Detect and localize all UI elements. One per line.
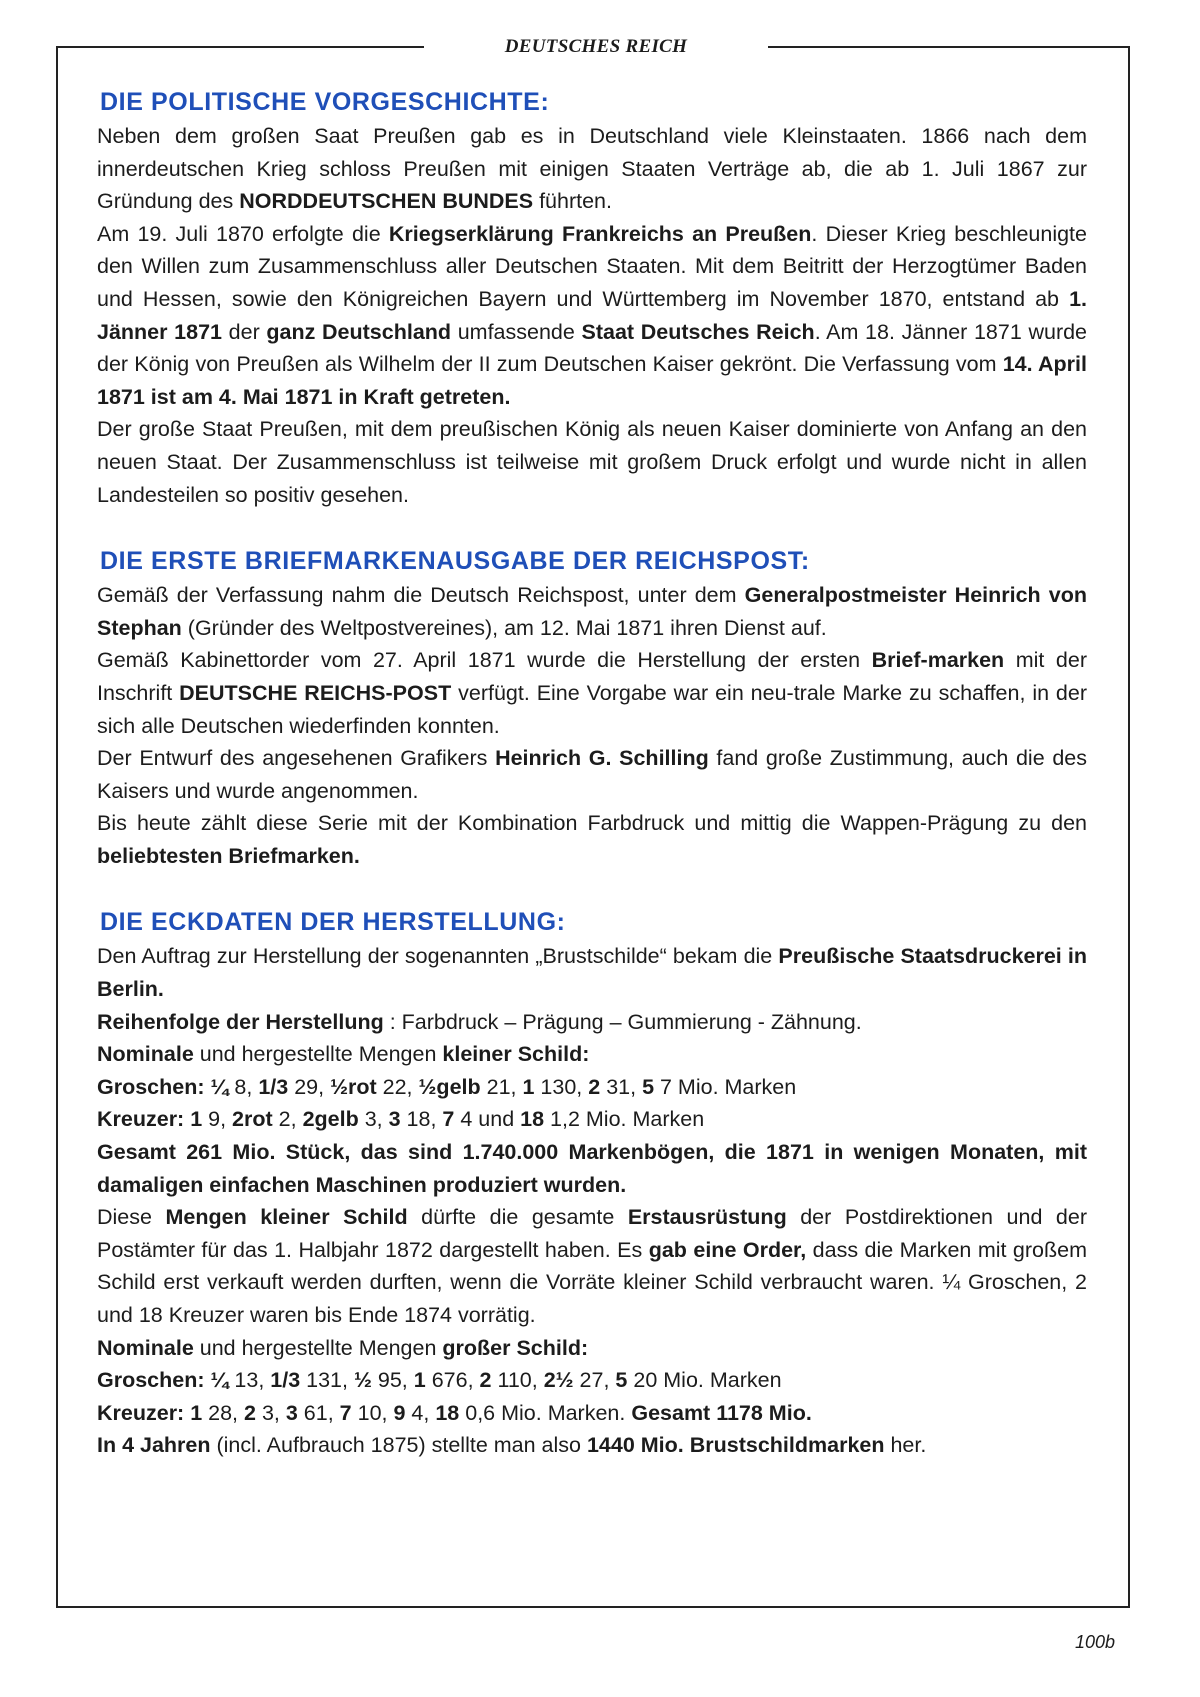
bold-text-run: 14. April 1871 ist am 4. Mai 1871 in Kraft getreten. bbox=[97, 352, 1087, 409]
page-number: 100b bbox=[1074, 1632, 1115, 1652]
text-run: Neben dem großen Saat Preußen gab es in Deutschland viele Kleinstaaten. 1866 nach dem innerdeutschen Krieg schloss Preußen mit einigen Staaten Verträge ab, die ab 1. Juli 1867 zur Gründung des bbox=[97, 124, 1087, 214]
section-heading: DIE ERSTE BRIEFMARKENAUSGABE DER REICHSPOST: bbox=[100, 547, 810, 576]
text-run: . Am 18. Jänner 1871 wurde der König von Preußen als Wilhelm der II zum Deutschen Kaiser gekrönt. Die Verfassung vom bbox=[97, 319, 1088, 377]
bold-text-run: Kreuzer: 1 bbox=[97, 1400, 203, 1425]
text-run: mit der Inschrift bbox=[97, 648, 1087, 705]
bold-text-run: Kriegserklärung Frankreichs an Preußen bbox=[388, 221, 812, 246]
text-run: 31, bbox=[600, 1074, 643, 1099]
text-run: 131, bbox=[300, 1368, 354, 1393]
text-run: 8, bbox=[228, 1074, 259, 1099]
text-run: 676, bbox=[425, 1368, 480, 1393]
text-run: dass die Marken mit großem Schild erst verkauft werden durften, wenn die Vorräte kleiner Schild verbraucht waren. ¼ Groschen, 2 und 18 Kreuzer waren bis Ende 1874 vorrätig. bbox=[97, 1237, 1088, 1327]
section-heading: DIE ECKDATEN DER HERSTELLUNG: bbox=[100, 908, 566, 937]
paragraph bbox=[97, 218, 1087, 414]
text-run: 3, bbox=[358, 1107, 389, 1132]
bold-text-run: 2rot bbox=[232, 1107, 273, 1132]
text-run: 27, bbox=[573, 1368, 616, 1393]
text-run: : Farbdruck – Prägung – Gummierung - Zähnung. bbox=[383, 1009, 862, 1034]
paragraph bbox=[97, 1332, 1087, 1365]
bold-text-run: ganz Deutschland bbox=[266, 319, 452, 344]
text-run: und hergestellte Mengen bbox=[193, 1335, 443, 1360]
bold-text-run: ½ bbox=[353, 1368, 372, 1393]
text-run: 21, bbox=[480, 1074, 523, 1099]
section-production-data bbox=[97, 906, 1087, 1462]
bold-text-run: 1 bbox=[522, 1074, 535, 1099]
text-run: 61, bbox=[297, 1400, 340, 1425]
paragraph bbox=[97, 940, 1087, 1005]
section-heading: DIE POLITISCHE VORGESCHICHTE: bbox=[100, 88, 550, 116]
text-run: 28, bbox=[202, 1400, 244, 1425]
text-run: 29, bbox=[288, 1074, 331, 1099]
paragraph bbox=[97, 1397, 1087, 1430]
text-run: 22, bbox=[376, 1074, 419, 1099]
bold-text-run: 2½ bbox=[543, 1368, 574, 1393]
text-run: 3, bbox=[255, 1400, 286, 1425]
paragraph bbox=[97, 1103, 1087, 1136]
paragraph bbox=[97, 1038, 1087, 1071]
bold-text-run: NORDDEUTSCHEN BUNDES bbox=[239, 189, 534, 214]
text-run: Gemäß der Verfassung nahm die Deutsch Reichspost, unter dem bbox=[97, 583, 745, 608]
bold-text-run: DEUTSCHE REICHS-POST bbox=[179, 680, 452, 705]
bold-text-run: kleiner Schild: bbox=[442, 1042, 590, 1067]
text-run: 4 und bbox=[454, 1107, 521, 1132]
paragraph bbox=[97, 579, 1087, 644]
bold-text-run: In 4 Jahren bbox=[97, 1433, 211, 1458]
page-header-title: DEUTSCHES REICH bbox=[504, 36, 688, 57]
text-run: 20 Mio. Marken bbox=[627, 1368, 782, 1393]
bold-text-run: Kreuzer: 1 bbox=[97, 1107, 203, 1132]
paragraph bbox=[97, 1201, 1087, 1331]
text-run: Diese bbox=[97, 1205, 166, 1230]
bold-text-run: 3 bbox=[388, 1107, 401, 1132]
bold-text-run: Nominale bbox=[97, 1335, 194, 1360]
text-run: (Gründer des Weltpostvereines), am 12. Mai 1871 ihren Dienst auf. bbox=[181, 615, 827, 640]
text-run: 130, bbox=[534, 1074, 589, 1099]
text-run: Am 19. Juli 1870 erfolgte die bbox=[97, 221, 389, 246]
bold-text-run: großer Schild: bbox=[442, 1335, 589, 1360]
paragraph bbox=[97, 1136, 1087, 1201]
text-run: fand große Zustimmung, auch die des Kaisers und wurde angenommen. bbox=[97, 746, 1087, 803]
text-run: 0,6 Mio. Marken. bbox=[459, 1400, 632, 1425]
paragraph bbox=[97, 807, 1087, 872]
bold-text-run: Erstausrüstung bbox=[627, 1205, 787, 1230]
document-body bbox=[97, 86, 1087, 1496]
text-run: 7 Mio. Marken bbox=[654, 1074, 797, 1099]
bold-text-run: Mengen kleiner Schild bbox=[165, 1205, 408, 1230]
bold-text-run: 7 bbox=[339, 1400, 352, 1425]
text-run: führten. bbox=[533, 189, 612, 214]
bold-text-run: 3 bbox=[285, 1400, 298, 1425]
text-run: Bis heute zählt diese Serie mit der Kombination Farbdruck und mittig die Wappen-Prägung zu den bbox=[97, 811, 1087, 836]
paragraph bbox=[97, 1429, 1087, 1462]
bold-text-run: 9 bbox=[393, 1400, 406, 1425]
bold-text-run: Groschen: ¼ bbox=[97, 1074, 229, 1099]
bold-text-run: Heinrich G. Schilling bbox=[495, 746, 709, 771]
text-run: 4, bbox=[405, 1400, 436, 1425]
bold-text-run: 1/3 bbox=[270, 1368, 301, 1393]
bold-text-run: Reihenfolge der Herstellung bbox=[97, 1009, 384, 1034]
text-run: Der Entwurf des angesehenen Grafikers bbox=[97, 746, 496, 771]
text-run: 13, bbox=[228, 1368, 271, 1393]
paragraph bbox=[97, 742, 1087, 807]
bold-text-run: Gesamt 1178 Mio. bbox=[631, 1400, 812, 1425]
text-run: und hergestellte Mengen bbox=[193, 1042, 443, 1067]
text-run: der Postdirektionen und der Postämter für das 1. Halbjahr 1872 dargestellt haben. Es bbox=[97, 1205, 1087, 1262]
text-run: (incl. Aufbrauch 1875) stellte man also bbox=[210, 1433, 587, 1458]
bold-text-run: Nominale bbox=[97, 1042, 194, 1067]
text-run: Den Auftrag zur Herstellung der sogenannten „Brustschilde“ bekam die bbox=[97, 944, 779, 969]
bold-text-run: gab eine Order, bbox=[648, 1237, 807, 1262]
bold-text-run: ½rot bbox=[330, 1074, 377, 1099]
paragraph bbox=[97, 644, 1087, 742]
bold-text-run: Gesamt 261 Mio. Stück, das sind 1.740.000 Markenbögen, die 1871 in wenigen Monaten, mit damaligen einfachen Maschinen produziert wurden. bbox=[97, 1140, 1087, 1197]
text-run: . Dieser Krieg beschleunigte den Willen zum Zusammenschluss aller Deutschen Staaten. Mit dem Beitritt der Herzogtümer Baden und Hessen, sowie den Königreichen Bayern und Württemberg im November 1870, entstand ab bbox=[97, 221, 1087, 311]
bold-text-run: 1/3 bbox=[258, 1074, 289, 1099]
paragraph bbox=[97, 120, 1087, 218]
text-run: 10, bbox=[351, 1400, 394, 1425]
bold-text-run: 18 bbox=[435, 1400, 460, 1425]
bold-text-run: 5 bbox=[642, 1074, 655, 1099]
paragraph bbox=[97, 1364, 1087, 1397]
bold-text-run: Groschen: ¼ bbox=[97, 1368, 229, 1393]
paragraph bbox=[97, 1006, 1087, 1039]
text-run: dürfte die gesamte bbox=[407, 1205, 628, 1230]
bold-text-run: 5 bbox=[615, 1368, 628, 1393]
text-run: 95, bbox=[371, 1368, 414, 1393]
bold-text-run: 1. Jänner 1871 bbox=[97, 286, 1087, 344]
text-run: der bbox=[222, 319, 267, 344]
text-run: umfassende bbox=[451, 319, 582, 344]
bold-text-run: Staat Deutsches Reich bbox=[581, 319, 815, 344]
paragraph bbox=[97, 413, 1087, 511]
text-run: 2, bbox=[272, 1107, 303, 1132]
bold-text-run: Preußische Staatsdruckerei in Berlin. bbox=[97, 944, 1088, 1002]
text-run: 9, bbox=[202, 1107, 233, 1132]
bold-text-run: Brief-marken bbox=[871, 648, 1005, 673]
bold-text-run: 1 bbox=[413, 1368, 426, 1393]
bold-text-run: ½gelb bbox=[418, 1074, 481, 1099]
bold-text-run: 2gelb bbox=[302, 1107, 359, 1132]
text-run: 1,2 Mio. Marken bbox=[544, 1107, 705, 1132]
bold-text-run: 2 bbox=[244, 1400, 256, 1425]
bold-text-run: 7 bbox=[442, 1107, 455, 1132]
bold-text-run: 2 bbox=[479, 1368, 492, 1393]
text-run: Der große Staat Preußen, mit dem preußischen König als neuen Kaiser dominierte von Anfang an den neuen Staat. Der Zusammenschluss ist teilweise mit großem Druck erfolgt und wurde nicht in allen Landesteilen so positiv gesehen. bbox=[97, 417, 1087, 507]
bold-text-run: 2 bbox=[588, 1074, 601, 1099]
text-run: 18, bbox=[400, 1107, 443, 1132]
bold-text-run: Generalpostmeister Heinrich von Stephan bbox=[97, 583, 1088, 640]
text-run: her. bbox=[884, 1433, 927, 1458]
bold-text-run: beliebtesten Briefmarken. bbox=[97, 843, 360, 868]
bold-text-run: 1440 Mio. Brustschildmarken bbox=[586, 1433, 885, 1458]
text-run: Gemäß Kabinettorder vom 27. April 1871 wurde die Herstellung der ersten bbox=[97, 648, 872, 673]
text-run: 110, bbox=[491, 1368, 544, 1393]
section-first-stamp-issue bbox=[97, 545, 1087, 872]
text-run: verfügt. Eine Vorgabe war ein neu-trale Marke zu schaffen, in der sich alle Deutschen wiederfinden konnten. bbox=[97, 680, 1088, 738]
paragraph bbox=[97, 1071, 1087, 1104]
bold-text-run: 18 bbox=[520, 1107, 545, 1132]
section-political-history bbox=[97, 86, 1087, 511]
